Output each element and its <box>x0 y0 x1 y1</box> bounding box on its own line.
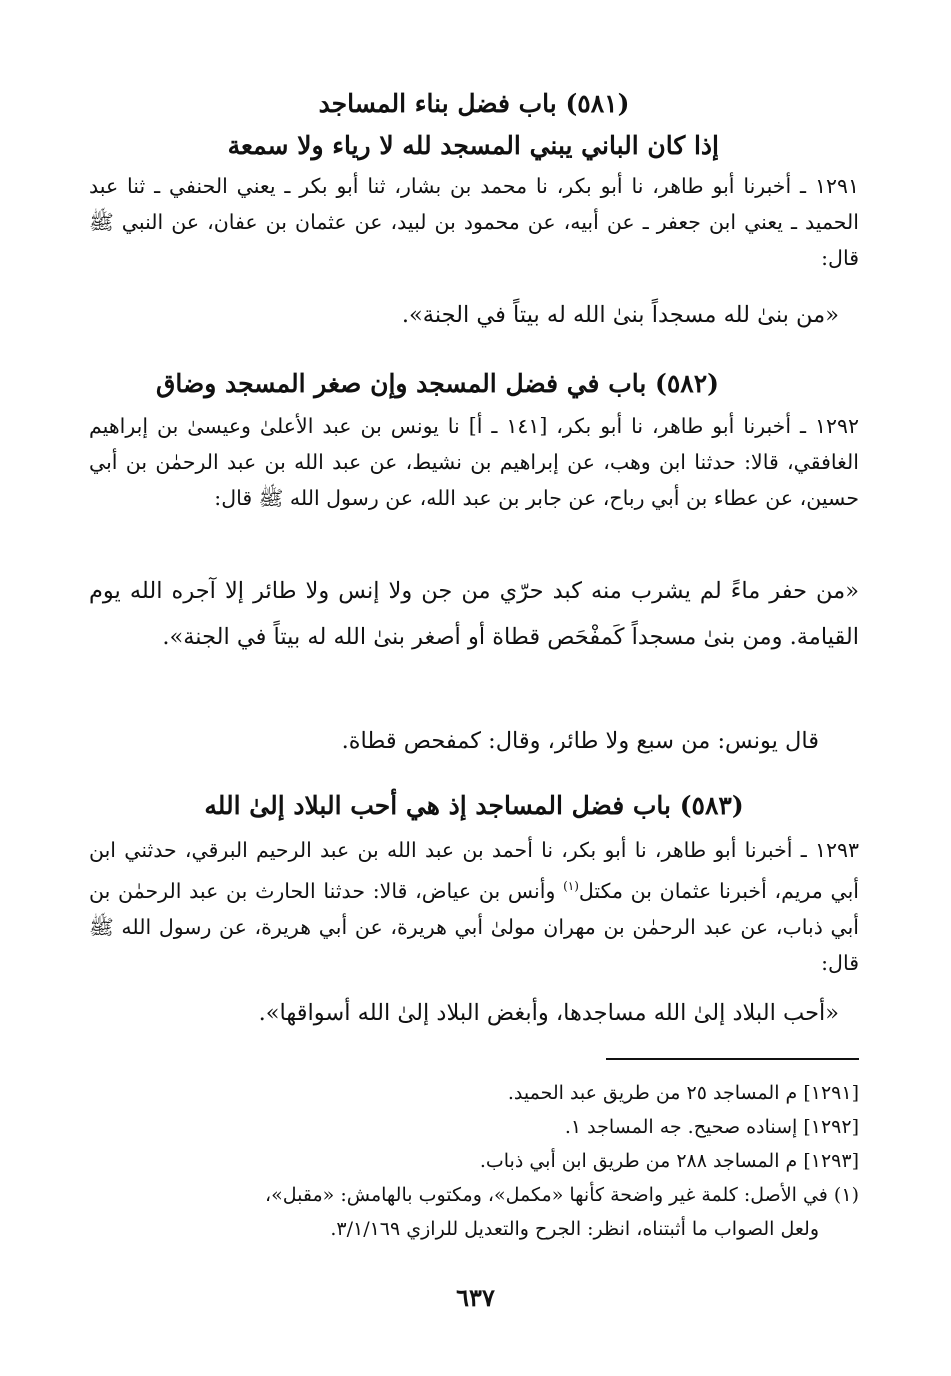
section-583-title: (٥٨٣) باب فضل المساجد إذ هي أحب البلاد إلىٰ الله <box>204 791 744 820</box>
hadith-1291-text-block <box>89 292 859 338</box>
section-581-body <box>89 168 859 276</box>
section-582-body <box>89 408 859 516</box>
hadith-1292-text: «من حفر ماءً لم يشرب منه كبد حرّي من جن ولا إنس ولا طائر إلا آجره الله يوم القيامة. ومن بنىٰ مسجداً كَمفْحَص قطاة أو أصغر بنىٰ الله له بيتاً في الجنة». <box>89 578 859 650</box>
section-581-title: (٥٨١) باب فضل بناء المساجد <box>318 89 630 118</box>
hadith-1292-note-block <box>89 718 859 764</box>
hadith-1291-text: «من بنىٰ لله مسجداً بنىٰ الله له بيتاً في الجنة». <box>401 302 839 328</box>
footnote-1292: [١٢٩٢] إسناده صحيح. جه المساجد ١. <box>564 1116 859 1138</box>
hadith-1292-note: قال يونس: من سبع ولا طائر، وقال: كمفحص قطاة. <box>341 728 819 754</box>
hadith-1293-chain-part-b: وأنس بن عياض، قالا: حدثنا الحارث بن عبد الرحمٰن بن أبي ذباب، عن عبد الرحمٰن بن مهران مولىٰ أبي هريرة، عن أبي هريرة، عن رسول الله ﷺ قال: <box>89 878 859 975</box>
page-number: ٦٣٧ <box>456 1283 495 1312</box>
footnote-marker: (١) <box>563 879 579 893</box>
hadith-1292-chain: ١٢٩٢ ـ أخبرنا أبو طاهر، نا أبو بكر، [١٤١ ـ أ] نا يونس بن عبد الأعلىٰ وعيسىٰ بن إبراهيم الغافقي، قالا: حدثنا ابن وهب، عن إبراهيم بن نشيط، عن عبد الله بن عبد الرحمٰن بن أبي حسين، عن عطاء بن أبي رباح، عن جابر بن عبد الله، عن رسول الله ﷺ قال: <box>89 414 860 510</box>
footnote-1293: [١٢٩٣] م المساجد ٢٨٨ من طريق ابن أبي ذباب. <box>479 1150 859 1172</box>
hadith-1293-chain <box>89 832 859 981</box>
hadith-1291-chain: ١٢٩١ ـ أخبرنا أبو طاهر، نا أبو بكر، نا محمد بن بشار، ثنا أبو بكر ـ يعني الحنفي ـ ثنا عبد الحميد ـ يعني ابن جعفر ـ عن أبيه، عن محمود بن لبيد، عن عثمان بن عفان، عن النبي ﷺ قال: <box>89 174 859 270</box>
hadith-1293-text: «أحب البلاد إلىٰ الله مساجدها، وأبغض البلاد إلىٰ الله أسواقها». <box>258 1000 839 1026</box>
section-583-body <box>89 832 859 981</box>
footnote-note-1-line-2: ولعل الصواب ما أثبتناه، انظر: الجرح والتعديل للرازي ٣/١/١٦٩. <box>330 1218 819 1240</box>
footnotes <box>89 1076 859 1246</box>
footnote-1291: [١٢٩١] م المساجد ٢٥ من طريق عبد الحميد. <box>507 1082 859 1104</box>
section-581-subtitle: إذا كان الباني يبني المسجد لله لا رياء ولا سمعة <box>227 131 719 160</box>
hadith-1292-text-block <box>89 568 859 660</box>
hadith-1293-chain-part-a: ١٢٩٣ ـ أخبرنا أبو طاهر، نا أبو بكر، نا أحمد بن عبد الله بن عبد الرحيم البرقي، حدثني ابن أبي مريم، أخبرنا عثمان بن مكتل <box>89 838 859 903</box>
hadith-1293-text-block <box>89 990 859 1036</box>
footnote-divider <box>606 1058 859 1060</box>
footnote-note-1-line-1: (١) في الأصل: كلمة غير واضحة كأنها «مكمل»، ومكتوب بالهامش: «مقبل»، <box>265 1184 859 1206</box>
section-582-title: (٥٨٢) باب في فضل المسجد وإن صغر المسجد وضاق <box>156 369 719 398</box>
